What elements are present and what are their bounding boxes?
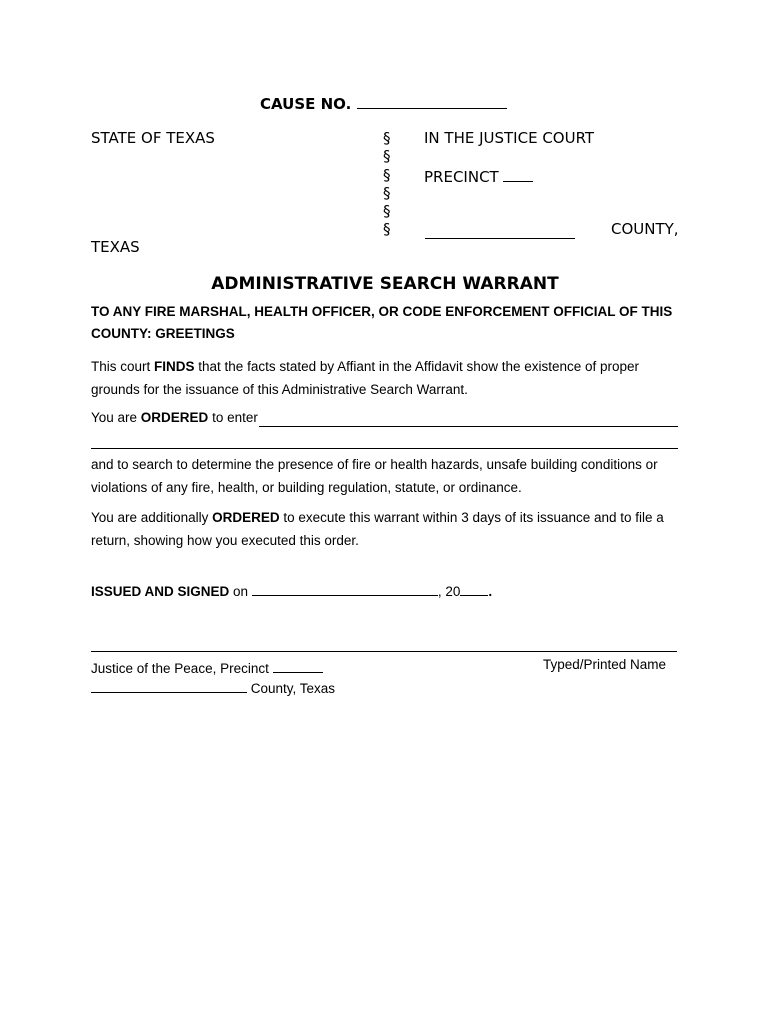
search-paragraph: and to search to determine the presence of fire or health hazards, unsafe building conditions or violations of any fire, health, or building regulation, statute, or ordinance. [91,457,658,495]
precinct-line [424,166,533,186]
greeting-line-1: TO ANY FIRE MARSHAL, HEALTH OFFICER, OR CODE ENFORCEMENT OFFICIAL OF THIS [91,304,673,319]
state-label: STATE OF TEXAS [91,129,215,147]
section-symbol: § [383,166,391,184]
greeting-line-2: COUNTY: GREETINGS [91,326,235,341]
section-symbol: § [383,129,391,147]
justice-line [91,657,323,676]
additional-order-paragraph: You are additionally ORDERED to execute this warrant within 3 days of its issuance and to file a return, showing how you executed this order. [91,510,664,548]
section-symbol: § [383,184,391,202]
address-blank-2 [91,448,678,449]
precinct-blank [503,166,533,182]
signature-line [91,651,677,652]
section-symbol: § [383,147,391,165]
address-blank-1 [259,426,678,427]
texas-label: TEXAS [91,238,140,256]
justice-precinct-blank [273,657,323,673]
year-blank [460,580,488,596]
typed-name-label: Typed/Printed Name [543,657,667,672]
county-name-blank [91,677,247,693]
issued-line: ISSUED AND SIGNED on , 20 . [91,580,492,599]
cause-label: CAUSE NO. [260,95,352,113]
findings-paragraph: This court FINDS that the facts stated by Affiant in the Affidavit show the existence of proper grounds for the issuance of this Administrative Search Warrant. [91,359,640,397]
section-symbol: § [383,220,391,238]
cause-number-blank [357,93,507,109]
county-label: COUNTY, [611,220,679,238]
precinct-label: PRECINCT [424,168,499,186]
date-blank [252,580,438,596]
county-texas-label: County, Texas [250,681,336,696]
county-blank [425,238,575,239]
order-line: You are ORDERED to enter [91,410,258,425]
court-label: IN THE JUSTICE COURT [424,129,595,147]
county-texas-line [91,677,335,696]
section-symbol: § [383,202,391,220]
justice-label: Justice of the Peace, Precinct [91,661,269,676]
document-title: ADMINISTRATIVE SEARCH WARRANT [211,274,559,294]
cause-number [260,93,507,113]
